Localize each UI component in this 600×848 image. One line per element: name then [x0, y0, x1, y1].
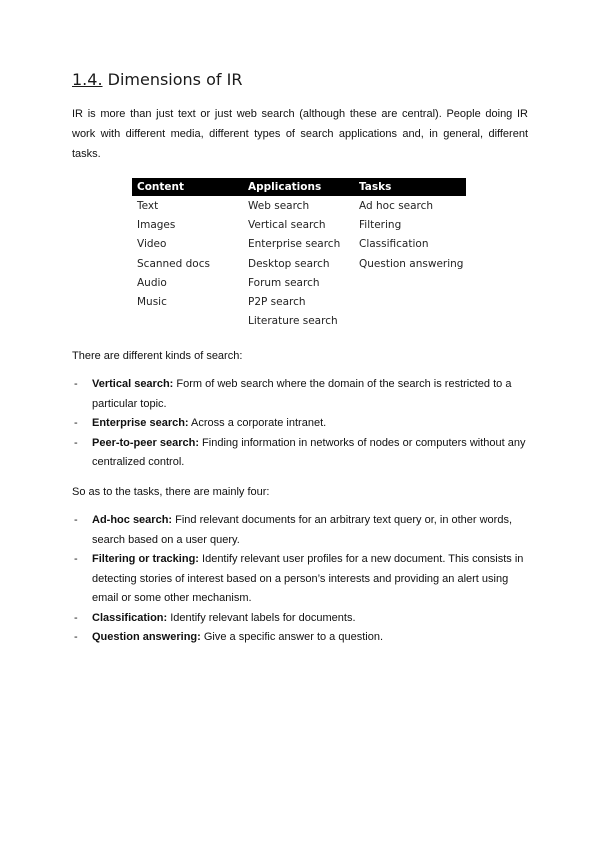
- list-item-term: Vertical search:: [92, 378, 174, 390]
- list-item-text: Form of web search where the domain of the search is restricted to a particular topic.: [92, 378, 512, 410]
- table-cell: Audio: [137, 276, 167, 289]
- dimensions-table: [132, 178, 466, 331]
- list-item: [72, 550, 528, 609]
- kinds-list: [72, 375, 528, 473]
- table-cell: Text: [137, 199, 159, 212]
- list-item-term: Enterprise search:: [92, 417, 189, 429]
- table-header-tasks: Tasks: [354, 178, 466, 196]
- tasks-list: [72, 511, 528, 648]
- list-item-text: Identify relevant labels for documents.: [167, 611, 356, 624]
- list-item: [72, 511, 528, 550]
- intro-paragraph: IR is more than just text or just web search (although these are central). People doing IR work with different media, different types of search applications and, in general, different tasks.: [72, 108, 528, 160]
- list-item: [72, 375, 528, 414]
- list-item: [72, 434, 528, 473]
- table-cell: Vertical search: [248, 218, 326, 231]
- table-cell: Classification: [359, 238, 429, 251]
- list-item-text: Finding information in networks of nodes or computers without any centralized control.: [92, 436, 526, 468]
- tasks-intro: So as to the tasks, there are mainly four:: [72, 486, 270, 498]
- table-cell: P2P search: [248, 296, 306, 309]
- list-item-term: Filtering or tracking:: [92, 553, 199, 565]
- table-cell: [132, 312, 243, 331]
- table-row: [132, 273, 466, 292]
- list-item-term: Peer-to-peer search:: [92, 436, 199, 449]
- table-cell: Web search: [248, 199, 310, 212]
- section-title: Dimensions of IR: [107, 70, 243, 89]
- table-row: [132, 312, 466, 331]
- table-cell: [354, 292, 466, 311]
- table-cell: Literature search: [248, 315, 338, 328]
- table-header-applications: Applications: [243, 178, 354, 196]
- table-row: [132, 215, 466, 234]
- table-cell: Images: [137, 218, 176, 231]
- section-heading: [72, 70, 242, 89]
- list-item: [72, 628, 528, 648]
- table-cell: Music: [137, 296, 167, 309]
- section-number: 1.4.: [72, 70, 103, 89]
- table-row: [132, 235, 466, 254]
- list-item-text: Give a specific answer to a question.: [200, 631, 384, 643]
- table-cell: Enterprise search: [248, 238, 341, 251]
- table-cell: Ad hoc search: [359, 199, 434, 212]
- table-header-row: [132, 178, 466, 196]
- table-row: [132, 196, 466, 215]
- list-item-text: Across a corporate intranet.: [188, 417, 327, 429]
- list-item-term: Ad-hoc search:: [92, 514, 173, 526]
- table-cell: Scanned docs: [137, 257, 210, 270]
- list-item-text: Identify relevant user profiles for a new document. This consists in detecting stories of interest based on a person’s interests and providing an alert using email or some other mechanism.: [92, 553, 524, 604]
- table-cell: [354, 273, 466, 292]
- list-item-term: Classification:: [92, 611, 168, 624]
- table-header-content: Content: [132, 178, 243, 196]
- table-cell: Desktop search: [248, 257, 330, 270]
- list-item-term: Question answering:: [92, 631, 201, 643]
- kinds-intro: There are different kinds of search:: [72, 350, 243, 362]
- table-cell: [354, 312, 466, 331]
- table-row: [132, 292, 466, 311]
- table-cell: Filtering: [359, 218, 402, 231]
- table-cell: Forum search: [248, 276, 320, 289]
- table-cell: Video: [137, 238, 167, 251]
- table-cell: Question answering: [359, 257, 464, 270]
- list-item: [72, 609, 528, 629]
- list-item-text: Find relevant documents for an arbitrary text query or, in other words, search based on a user query.: [92, 514, 513, 546]
- table-row: [132, 254, 466, 273]
- list-item: [72, 414, 528, 434]
